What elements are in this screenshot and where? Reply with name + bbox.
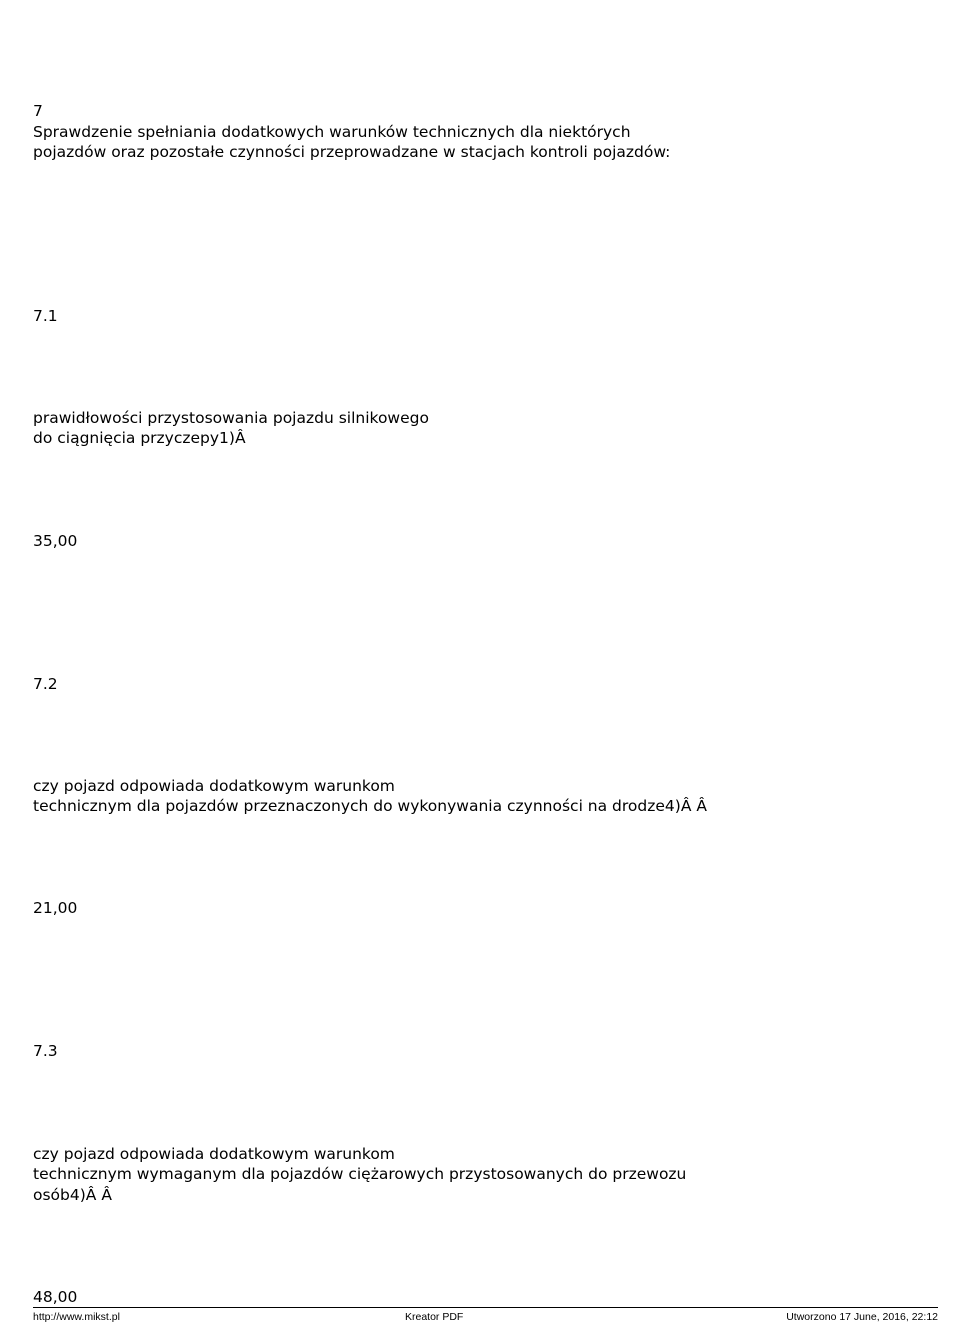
text-line: technicznym dla pojazdów przeznaczonych do wykonywania czynności na drodze4)Â Â: [33, 797, 712, 816]
text-line: [33, 633, 933, 653]
text-line: [33, 1001, 933, 1021]
text-line: [33, 387, 933, 407]
text-line: [33, 244, 933, 264]
footer-created: Utworzono 17 June, 2016, 22:12: [786, 1311, 938, 1323]
text-line: [33, 347, 933, 367]
text-line: [33, 817, 933, 837]
footer-url[interactable]: http://www.mikst.pl: [33, 1311, 120, 1323]
text-line: [33, 960, 933, 980]
text-line: [33, 60, 933, 80]
text-line: [33, 204, 933, 224]
text-line: [33, 1225, 933, 1245]
text-line: [33, 510, 933, 530]
page-footer: [33, 1307, 938, 1326]
text-line: [33, 490, 933, 510]
text-line: [33, 367, 933, 387]
footer-generator: Kreator PDF: [405, 1311, 464, 1323]
text-line: [33, 939, 933, 959]
text-line: [33, 285, 933, 305]
text-line: [33, 1103, 933, 1123]
text-line: [33, 265, 933, 285]
text-line: [33, 81, 933, 101]
text-line: [33, 755, 933, 775]
text-line: 48,00: [33, 1287, 78, 1306]
text-line: [33, 653, 933, 673]
text-line: [33, 571, 933, 591]
text-line: pojazdów oraz pozostałe czynności przeprowadzane w stacjach kontroli pojazdów:: [33, 143, 671, 162]
text-line: czy pojazd odpowiada dodatkowym warunkom: [33, 1144, 395, 1163]
text-line: [33, 837, 933, 857]
text-line: [33, 612, 933, 632]
text-line: [33, 551, 933, 571]
text-line: [33, 1266, 933, 1286]
text-line: czy pojazd odpowiada dodatkowym warunkom: [33, 776, 395, 795]
text-line: 21,00: [33, 899, 78, 918]
text-line: 7.3: [33, 1042, 58, 1061]
text-line: [33, 183, 933, 203]
text-line: prawidłowości przystosowania pojazdu silnikowego: [33, 408, 429, 427]
text-line: [33, 878, 933, 898]
text-line: [33, 858, 933, 878]
text-line: 7.2: [33, 674, 58, 693]
text-line: [33, 1082, 933, 1102]
text-line: 35,00: [33, 531, 78, 550]
text-line: [33, 1205, 933, 1225]
text-line: [33, 326, 933, 346]
text-line: osób4)Â Â: [33, 1185, 117, 1204]
text-line: [33, 980, 933, 1000]
text-line: Sprawdzenie spełniania dodatkowych warunków technicznych dla niektórych: [33, 122, 631, 141]
text-line: [33, 469, 933, 489]
text-line: technicznym wymaganym dla pojazdów ciężarowych przystosowanych do przewozu: [33, 1165, 687, 1184]
text-line: [33, 1246, 933, 1266]
text-line: [33, 735, 933, 755]
text-line: [33, 919, 933, 939]
document-body: [33, 40, 933, 1307]
text-line: [33, 592, 933, 612]
text-line: [33, 224, 933, 244]
text-line: [33, 714, 933, 734]
text-line: [33, 1062, 933, 1082]
text-line: [33, 163, 933, 183]
text-line: 7.1: [33, 306, 58, 325]
text-line: do ciągnięcia przyczepy1)Â: [33, 429, 251, 448]
text-line: [33, 1021, 933, 1041]
text-line: 7: [33, 102, 43, 121]
text-line: [33, 694, 933, 714]
text-line: [33, 449, 933, 469]
text-line: [33, 1123, 933, 1143]
text-line: [33, 40, 933, 60]
